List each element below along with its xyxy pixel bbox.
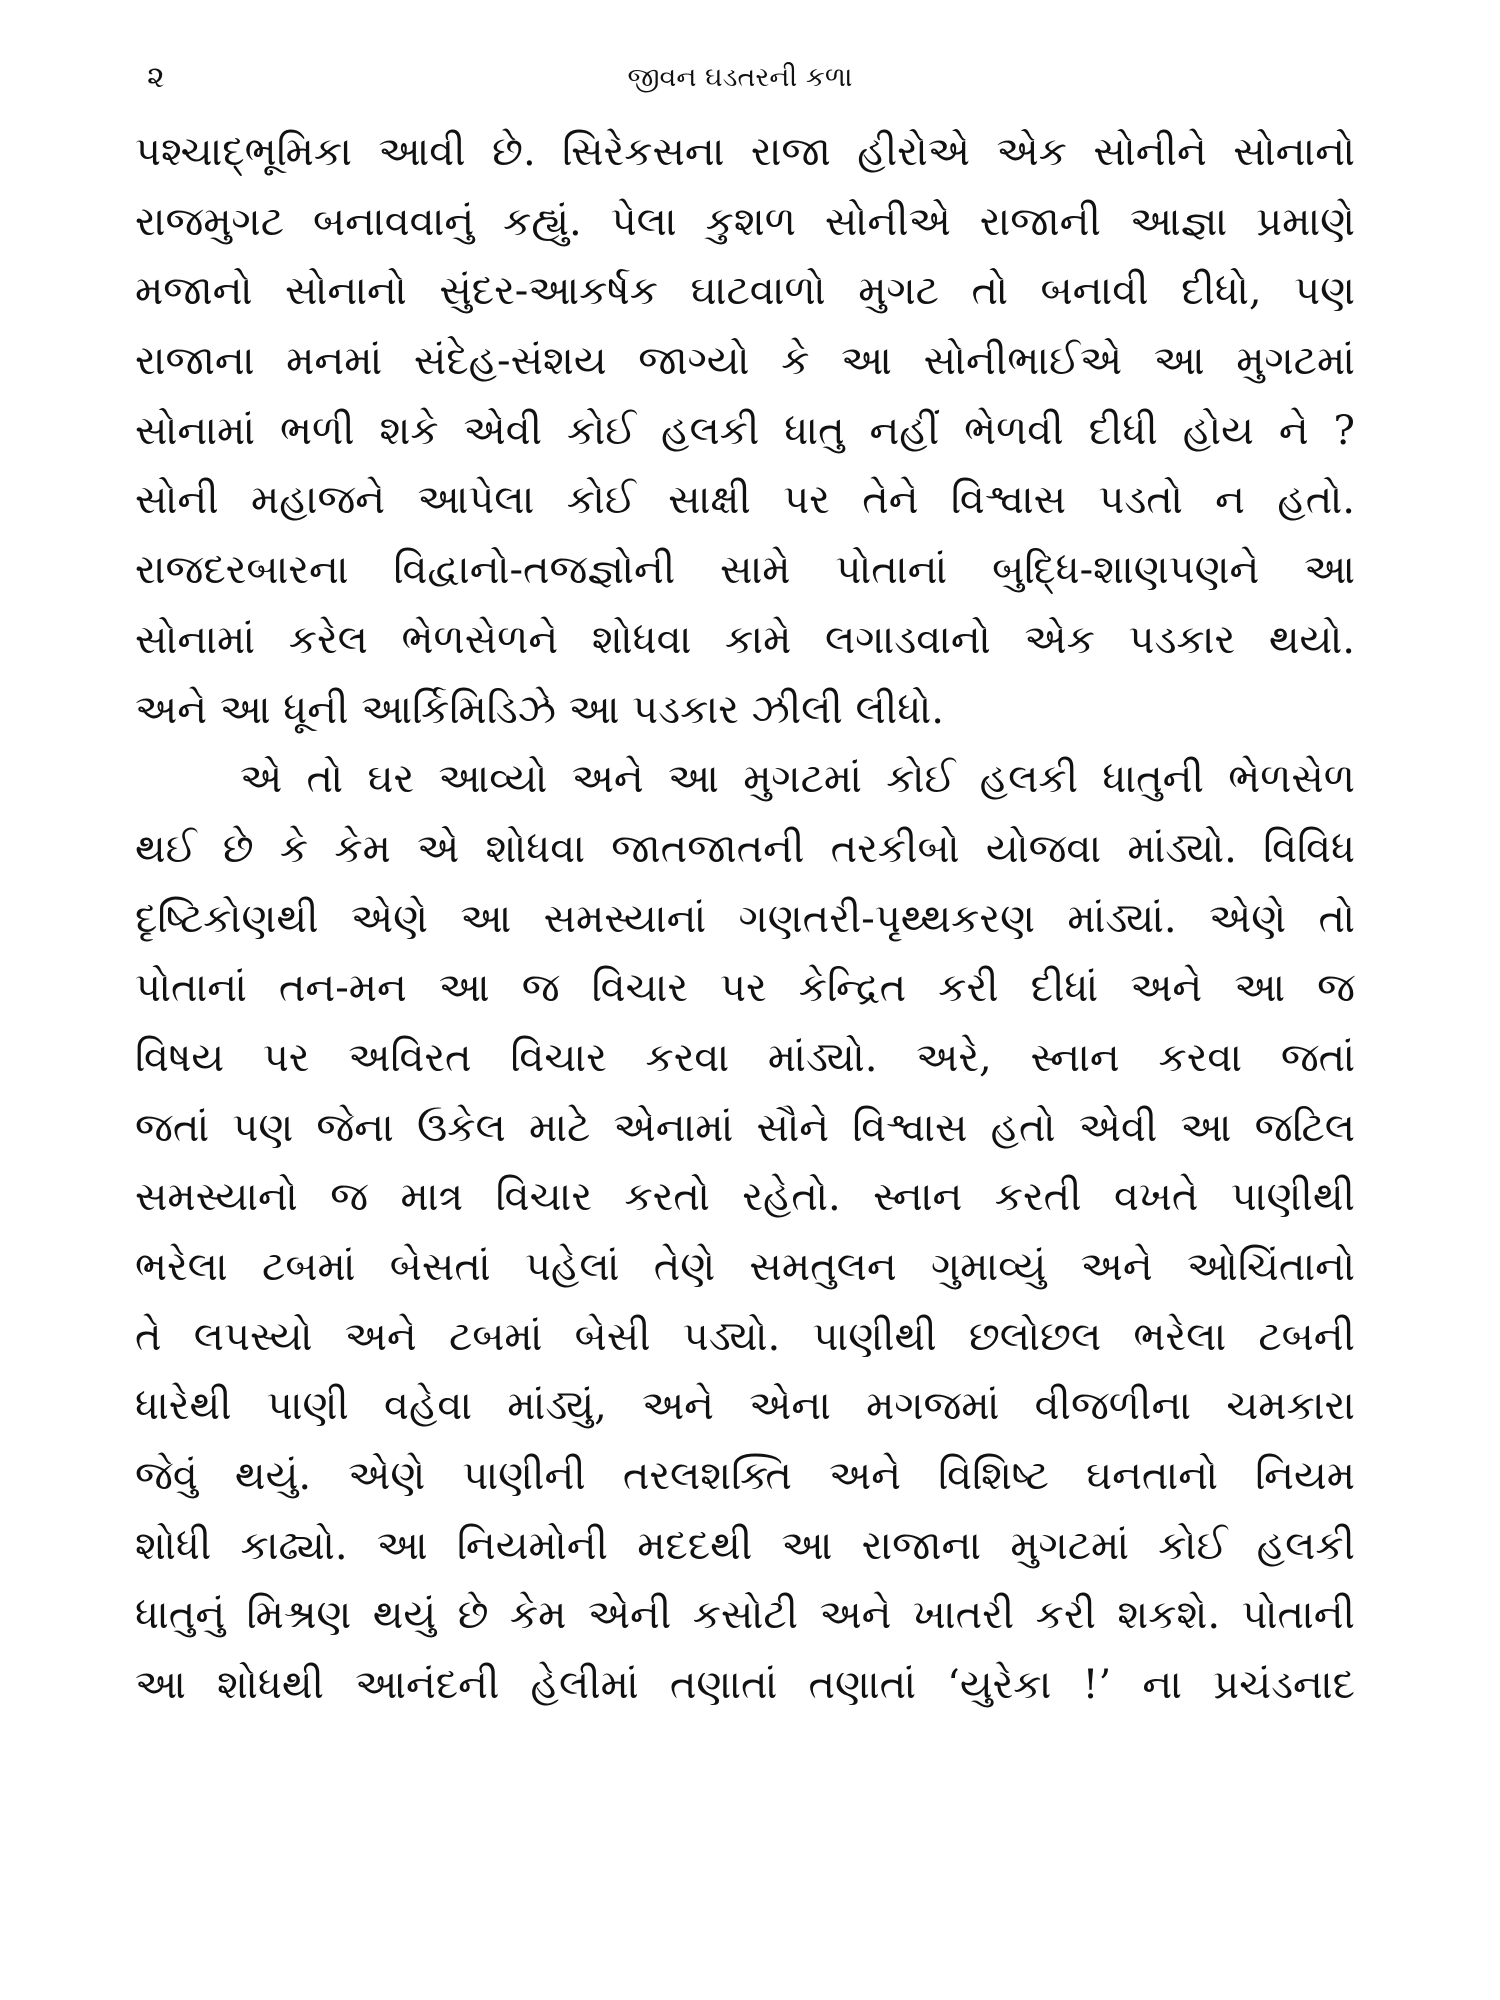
text-line: દૃષ્ટિકોણથી એણે આ સમસ્યાનાં ગણતરી-પૃથ્થકરણ માંડ્યાં. એણે તો — [135, 895, 1355, 942]
page-number: ૨ — [147, 60, 165, 95]
text-line: સોનામાં ભળી શકે એવી કોઈ હલકી ધાતુ નહીં ભેળવી દીધી હોય ને ? — [135, 407, 1355, 454]
running-title: જીવન ઘડતરની કળા — [627, 62, 853, 93]
text-line: સમસ્યાનો જ માત્ર વિચાર કરતો રહેતો. સ્નાન કરતી વખતે પાણીથી — [135, 1174, 1355, 1221]
text-line: તે લપસ્યો અને ટબમાં બેસી પડ્યો. પાણીથી છલોછલ ભરેલા ટબની — [135, 1313, 1355, 1360]
page-body — [135, 118, 1355, 1721]
text-line: પોતાનાં તન-મન આ જ વિચાર પર કેન્દ્રિત કરી દીધાં અને આ જ — [135, 965, 1355, 1012]
text-line: થઈ છે કે કેમ એ શોધવા જાતજાતની તરકીબો યોજવા માંડ્યો. વિવિધ — [135, 825, 1355, 872]
text-line: ભરેલા ટબમાં બેસતાં પહેલાં તેણે સમતુલન ગુમાવ્યું અને ઓચિંતાનો — [135, 1244, 1355, 1290]
text-line: રાજદરબારના વિદ્વાનો-તજજ્ઞોની સામે પોતાનાં બુદ્ધિ-શાણપણને આ — [135, 547, 1355, 594]
text-line: વિષય પર અવિરત વિચાર કરવા માંડ્યો. અરે, સ્નાન કરવા જતાં — [135, 1034, 1355, 1081]
text-line: મજાનો સોનાનો સુંદર-આકર્ષક ઘાટવાળો મુગટ તો બનાવી દીધો, પણ — [135, 268, 1355, 315]
text-line: પશ્ચાદ્ભૂમિકા આવી છે. સિરેકસના રાજા હીરોએ એક સોનીને સોનાનો — [135, 129, 1355, 175]
text-line: રાજાના મનમાં સંદેહ-સંશય જાગ્યો કે આ સોનીભાઈએ આ મુગટમાં — [135, 338, 1355, 385]
text-line: સોનામાં કરેલ ભેળસેળને શોધવા કામે લગાડવાનો એક પડકાર થયો. — [135, 616, 1355, 663]
text-line: રાજમુગટ બનાવવાનું કહ્યું. પેલા કુશળ સોનીએ રાજાની આજ્ઞા પ્રમાણે — [135, 198, 1355, 245]
text-line: જેવું થયું. એણે પાણીની તરલશક્તિ અને વિશિષ્ટ ઘનતાનો નિયમ — [135, 1453, 1355, 1500]
paragraph-first-line: એ તો ઘર આવ્યો અને આ મુગટમાં કોઈ હલકી ધાતુની ભેળસેળ — [240, 756, 1355, 803]
text-line: ધાતુનું મિશ્રણ થયું છે કેમ એની કસોટી અને ખાતરી કરી શકશે. પોતાની — [135, 1592, 1355, 1639]
text-line: જતાં પણ જેના ઉકેલ માટે એનામાં સૌને વિશ્વાસ હતો એવી આ જટિલ — [135, 1104, 1355, 1151]
text-line: સોની મહાજને આપેલા કોઈ સાક્ષી પર તેને વિશ્વાસ પડતો ન હતો. — [135, 477, 1355, 524]
text-line: શોધી કાઢ્યો. આ નિયમોની મદદથી આ રાજાના મુગટમાં કોઈ હલકી — [135, 1522, 1355, 1569]
text-line: અને આ ધૂની આર્કિમિડિઝે આ પડકાર ઝીલી લીધો. — [135, 686, 944, 733]
text-line: ધારેથી પાણી વહેવા માંડ્યું, અને એના મગજમાં વીજળીના ચમકારા — [135, 1383, 1355, 1430]
page-header — [135, 58, 1345, 98]
text-line: આ શોધથી આનંદની હેલીમાં તણાતાં તણાતાં ‘યુરેકા !’ ના પ્રચંડનાદ — [135, 1662, 1355, 1709]
